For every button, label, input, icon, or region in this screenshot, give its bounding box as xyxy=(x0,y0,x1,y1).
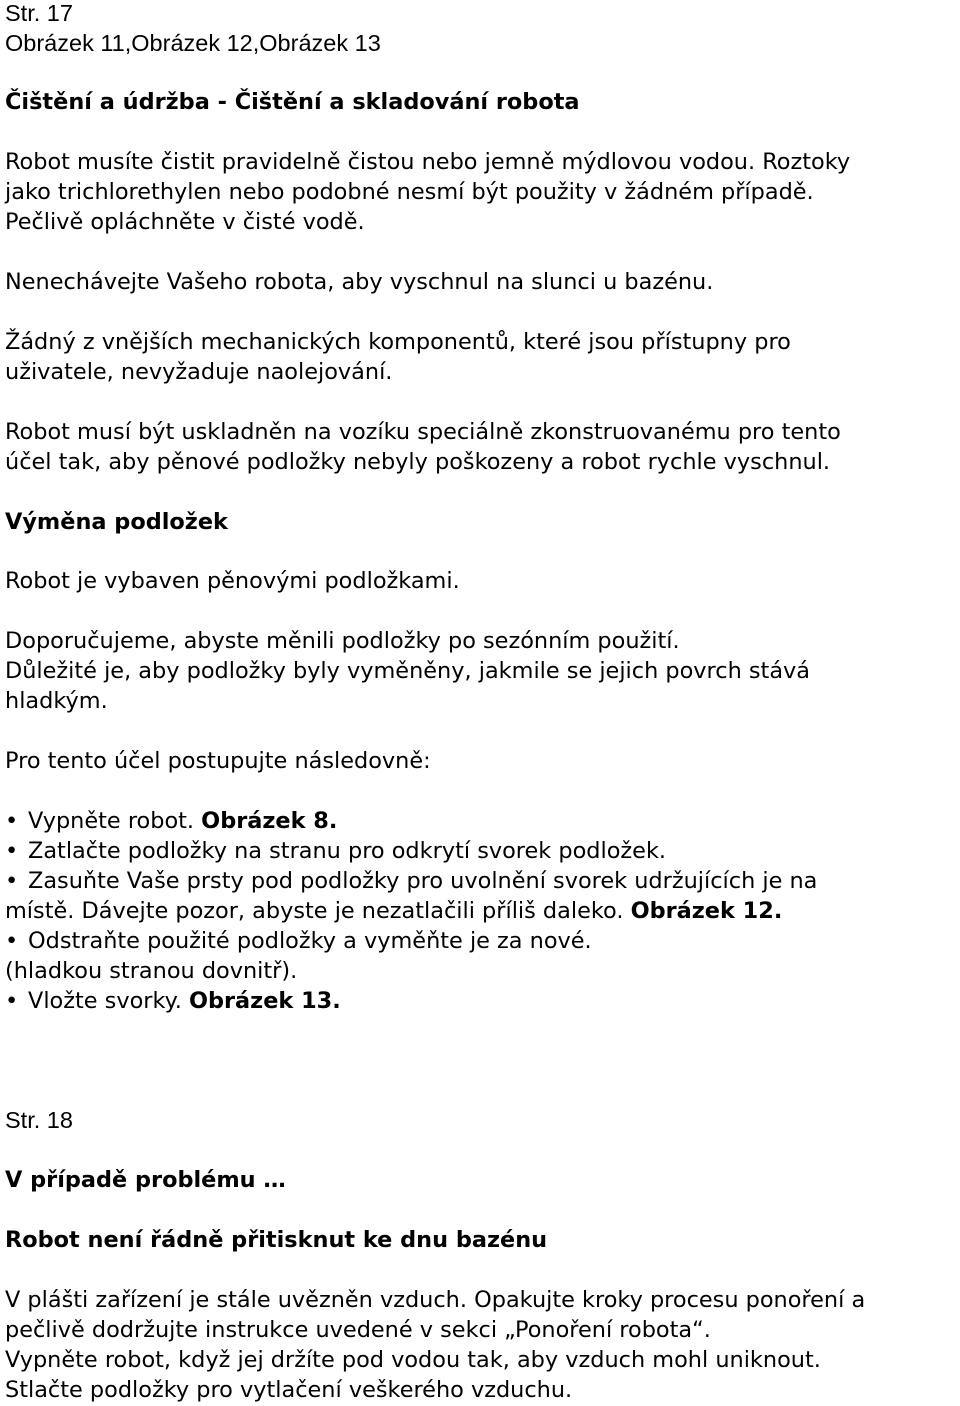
section-heading: V případě problému … xyxy=(5,1167,286,1193)
paragraph-line: Pečlivě opláchněte v čisté vodě. xyxy=(5,209,365,235)
bullet-icon: • xyxy=(5,868,19,894)
paragraph-line: Robot musí být uskladněn na vozíku speciálně zkonstruovanému pro tento xyxy=(5,419,841,445)
page-label: Str. 18 xyxy=(5,1107,73,1133)
paragraph-line: účel tak, aby pěnové podložky nebyly poškozeny a robot rychle vyschnul. xyxy=(5,449,831,475)
page-label: Str. 17 xyxy=(5,0,73,26)
list-item: Vložte svorky. Obrázek 13. xyxy=(28,988,341,1014)
list-item: Odstraňte použité podložky a vyměňte je za nové. xyxy=(28,928,592,954)
section-heading: Čištění a údržba - Čištění a skladování robota xyxy=(5,89,580,115)
list-item: Zatlačte podložky na stranu pro odkrytí svorek podložek. xyxy=(28,838,667,864)
bullet-icon: • xyxy=(5,928,19,954)
bullet-icon: • xyxy=(5,808,19,834)
paragraph-line: hladkým. xyxy=(5,688,108,714)
paragraph-line: Robot musíte čistit pravidelně čistou nebo jemně mýdlovou vodou. Roztoky xyxy=(5,149,851,175)
subsection-heading: Robot není řádně přitisknut ke dnu bazénu xyxy=(5,1227,548,1253)
list-item-continuation: (hladkou stranou dovnitř). xyxy=(5,958,298,984)
bullet-icon: • xyxy=(5,988,19,1014)
subsection-heading: Výměna podložek xyxy=(5,509,228,535)
paragraph-line: Důležité je, aby podložky byly vyměněny, jakmile se jejich povrch stává xyxy=(5,658,811,684)
paragraph-line: Nenechávejte Vašeho robota, aby vyschnul na slunci u bazénu. xyxy=(5,269,714,295)
paragraph-line: Stlačte podložky pro vytlačení veškerého vzduchu. xyxy=(5,1377,573,1403)
list-item: Vypněte robot. Obrázek 8. xyxy=(28,808,338,834)
paragraph-line: Žádný z vnějších mechanických komponentů, které jsou přístupny pro xyxy=(5,329,791,355)
figure-references: Obrázek 11,Obrázek 12,Obrázek 13 xyxy=(5,30,381,56)
paragraph-line: Robot je vybaven pěnovými podložkami. xyxy=(5,568,460,594)
list-item-continuation: místě. Dávejte pozor, abyste je nezatlačili příliš daleko. Obrázek 12. xyxy=(5,898,783,924)
paragraph-line: Pro tento účel postupujte následovně: xyxy=(5,748,431,774)
paragraph-line: uživatele, nevyžaduje naolejování. xyxy=(5,359,393,385)
paragraph-line: Vypněte robot, když jej držíte pod vodou tak, aby vzduch mohl uniknout. xyxy=(5,1347,821,1373)
paragraph-line: V plášti zařízení je stále uvězněn vzduch. Opakujte kroky procesu ponoření a xyxy=(5,1287,866,1313)
bullet-icon: • xyxy=(5,838,19,864)
paragraph-line: pečlivě dodržujte instrukce uvedené v sekci „Ponoření robota“. xyxy=(5,1317,711,1343)
list-item: Zasuňte Vaše prsty pod podložky pro uvolnění svorek udržujících je na xyxy=(28,868,818,894)
paragraph-line: jako trichlorethylen nebo podobné nesmí být použity v žádném případě. xyxy=(5,179,814,205)
paragraph-line: Doporučujeme, abyste měnili podložky po sezónním použití. xyxy=(5,628,680,654)
